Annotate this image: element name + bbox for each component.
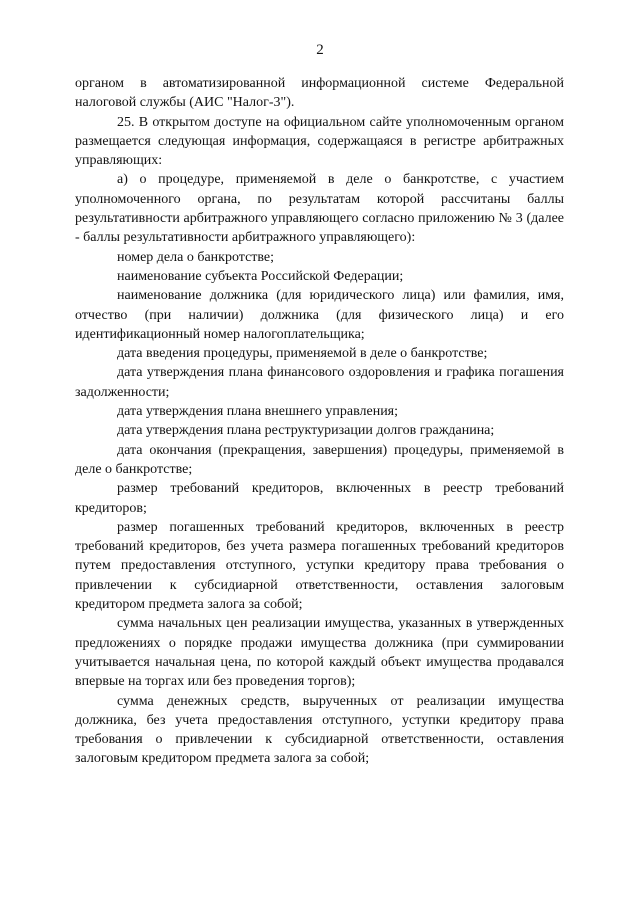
- page-number: 2: [316, 42, 324, 58]
- paragraph-list-item: дата окончания (прекращения, завершения) процедуры, применяемой в деле о банкротстве;: [75, 442, 564, 477]
- paragraph-list-item: номер дела о банкротстве;: [117, 249, 275, 265]
- paragraph-list-item: наименование должника (для юридического лица) или фамилия, имя, отчество (при наличии) должника (для физического лица) и его идентификационный номер налогоплательщика;: [75, 288, 564, 342]
- paragraph-list-item: дата утверждения плана внешнего управления;: [117, 404, 399, 420]
- paragraph-subitem-a: а) о процедуре, применяемой в деле о банкротстве, с участием уполномоченного органа, по результатам которой рассчитаны баллы результативности арбитражного управляющего согласно приложению № 3 (далее - баллы результативности арбитражного управляющего):: [75, 172, 564, 246]
- paragraph-item-25: 25. В открытом доступе на официальном сайте уполномоченным органом размещается следующая информация, содержащаяся в регистре арбитражных управляющих:: [75, 114, 564, 169]
- paragraph-list-item: дата утверждения плана реструктуризации долгов гражданина;: [117, 423, 495, 439]
- paragraph-list-item: размер требований кредиторов, включенных в реестр требований кредиторов;: [75, 481, 564, 516]
- paragraph-list-item: размер погашенных требований кредиторов, включенных в реестр требований кредиторов, без учета размера погашенных требований кредиторов путем предоставления отступного, уступки кредитору права требования о привлечении к субсидиарной ответственности, оставления залоговым кредитором предмета залога за собой;: [75, 519, 564, 613]
- paragraph-list-item: сумма денежных средств, вырученных от реализации имущества должника, без учета предоставления отступного, уступки кредитору права требования о привлечении к субсидиарной ответственности, оставления залоговым кредитором предмета залога за собой;: [75, 693, 564, 767]
- document-body: [75, 74, 564, 769]
- paragraph-list-item: сумма начальных цен реализации имущества, указанных в утвержденных предложениях о порядке продажи имущества должника (при суммировании учитывается начальная цена, по которой каждый объект имущества продавался впервые на торгах или без проведения торгов);: [75, 616, 564, 690]
- paragraph-list-item: наименование субъекта Российской Федерации;: [117, 268, 404, 284]
- paragraph-continuation: органом в автоматизированной информационной системе Федеральной налоговой службы (АИС "Налог-3").: [75, 76, 564, 111]
- paragraph-list-item: дата введения процедуры, применяемой в деле о банкротстве;: [117, 346, 488, 362]
- paragraph-list-item: дата утверждения плана финансового оздоровления и графика погашения задолженности;: [75, 365, 564, 400]
